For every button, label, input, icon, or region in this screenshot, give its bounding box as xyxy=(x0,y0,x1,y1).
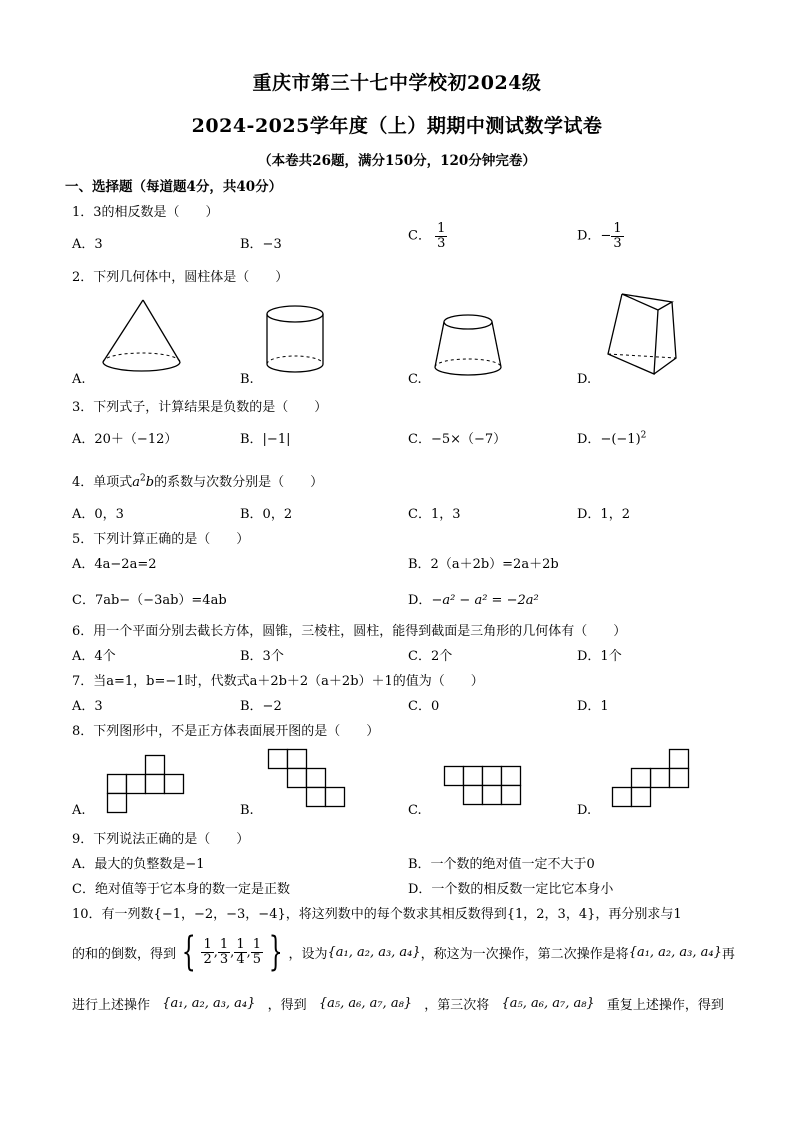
numerator: 1 xyxy=(219,936,229,952)
q3-option-c: C．−5×（−7） xyxy=(408,432,507,447)
q8-option-b: B. xyxy=(240,803,254,818)
set-expression: {a₅, a₆, a₇, a₈} xyxy=(501,996,595,1011)
fraction xyxy=(435,222,447,250)
question-8-stem: 8．下列图形中，不是正方体表面展开图的是（ ） xyxy=(72,724,380,739)
text: 重复上述操作，得到 xyxy=(606,998,724,1013)
set-expression: {a₁, a₂, a₃, a₄} xyxy=(628,944,722,960)
expression: −a² − a² = −2a² xyxy=(431,593,539,608)
exponent: 2 xyxy=(640,430,647,441)
text: 进行上述操作 xyxy=(72,998,151,1013)
fraction xyxy=(234,938,246,966)
fraction xyxy=(251,938,263,966)
q5-option-a: A．4a−2a=2 xyxy=(72,557,157,572)
q3-option-b: B．|−1| xyxy=(240,432,291,447)
q2-option-b: B. xyxy=(240,372,254,387)
numerator: 1 xyxy=(437,221,446,236)
right-brace: } xyxy=(268,929,283,975)
q6-option-a: A．4个 xyxy=(72,649,116,664)
q9-option-a: A．最大的负整数是−1 xyxy=(72,857,205,872)
q5-option-d xyxy=(408,589,539,608)
cube-net-d xyxy=(610,748,694,810)
text: ，第三次将 xyxy=(424,998,490,1013)
triangular-prism-figure xyxy=(598,288,686,380)
text: 的和的倒数，得到 xyxy=(72,946,177,962)
text: ，设为 xyxy=(288,946,328,962)
q1-option-d-label: D． xyxy=(577,228,601,244)
variable: a xyxy=(132,475,141,490)
text: ，得到 xyxy=(267,998,307,1013)
question-2-stem: 2．下列几何体中，圆柱体是（ ） xyxy=(72,270,289,285)
question-6-stem: 6．用一个平面分别去截长方体，圆锥，三棱柱，圆柱，能得到截面是三角形的几何体有（ ） xyxy=(72,624,627,639)
text: ，称这为一次操作，第二次操作是将 xyxy=(420,946,629,962)
q2-option-c: C. xyxy=(408,372,422,387)
q4-option-a: A．0，3 xyxy=(72,507,124,522)
q9-option-b: B．一个数的绝对值一定不大于0 xyxy=(408,857,595,872)
denominator: 3 xyxy=(437,235,446,251)
q6-option-d: D．1个 xyxy=(577,649,622,664)
q6-option-b: B．3个 xyxy=(240,649,284,664)
question-7-stem: 7．当a=1，b=−1时，代数式a＋2b＋2（a＋2b）＋1的值为（ ） xyxy=(72,674,484,689)
q1-option-c xyxy=(408,222,447,250)
q3-option-d-label: D． xyxy=(577,432,601,447)
minus-sign: − xyxy=(600,228,612,244)
expression: −(−1) xyxy=(600,432,641,447)
question-10-line-2 xyxy=(72,929,735,975)
set-expression: {a₅, a₆, a₇, a₈} xyxy=(318,996,413,1011)
q1-option-d xyxy=(577,222,624,250)
q6-option-c: C．2个 xyxy=(408,649,453,664)
question-9-stem: 9．下列说法正确的是（ ） xyxy=(72,832,250,847)
comma: , xyxy=(246,944,251,960)
q4-option-c: C．1，3 xyxy=(408,507,461,522)
q1-option-b: B．−3 xyxy=(240,237,282,252)
fraction-list xyxy=(201,938,263,966)
q8-option-a: A. xyxy=(72,803,86,818)
frustum-figure xyxy=(430,312,506,380)
exponent: 2 xyxy=(140,473,146,484)
set-expression: {a₁, a₂, a₃, a₄} xyxy=(327,944,421,960)
denominator: 4 xyxy=(236,951,245,967)
question-1-stem: 1．3的相反数是（ ） xyxy=(72,205,219,220)
q7-option-a: A．3 xyxy=(72,699,103,714)
question-5-stem: 5．下列计算正确的是（ ） xyxy=(72,532,250,547)
left-brace: { xyxy=(181,929,196,975)
q3-option-d xyxy=(577,428,646,447)
exam-subtitle: （本卷共26题，满分150分，120分钟完卷） xyxy=(258,153,536,169)
question-4-stem xyxy=(72,471,323,490)
q5-option-d-label: D． xyxy=(408,593,432,608)
comma: , xyxy=(230,944,235,960)
q5-option-c: C．7ab−（−3ab）=4ab xyxy=(72,593,227,608)
denominator: 2 xyxy=(203,951,212,967)
exam-school-title: 重庆市第三十七中学校初2024级 xyxy=(252,72,542,94)
stem-text: 4．单项式 xyxy=(72,475,133,490)
q4-option-d: D．1，2 xyxy=(577,507,630,522)
question-10-line-3 xyxy=(72,994,724,1013)
numerator: 1 xyxy=(613,221,622,236)
q8-option-d: D. xyxy=(577,803,592,818)
cone-figure xyxy=(98,296,188,378)
q7-option-d: D．1 xyxy=(577,699,609,714)
q1-option-a: A．3 xyxy=(72,237,103,252)
question-10-line-1: 10．有一列数{−1，−2，−3，−4}，将这列数中的每个数求其相反数得到{1，2，3，4}，再分别求与1 xyxy=(72,907,682,922)
section-heading: 一、选择题（每道题4分，共40分） xyxy=(65,179,283,195)
numerator: 1 xyxy=(203,936,212,952)
stem-text: 的系数与次数分别是（ ） xyxy=(154,475,324,490)
q7-option-b: B．−2 xyxy=(240,699,282,714)
set-expression: {a₁, a₂, a₃, a₄} xyxy=(162,996,256,1011)
question-3-stem: 3．下列式子，计算结果是负数的是（ ） xyxy=(72,400,328,415)
cylinder-figure xyxy=(262,302,328,380)
q3-option-a: A．20＋（−12） xyxy=(72,432,178,447)
variable: b xyxy=(145,475,155,490)
fraction xyxy=(611,222,623,250)
denominator: 5 xyxy=(252,951,262,967)
denominator: 3 xyxy=(613,235,622,251)
q4-option-b: B．0，2 xyxy=(240,507,293,522)
q2-option-d: D. xyxy=(577,372,592,387)
q8-option-c: C. xyxy=(408,803,422,818)
q9-option-d: D．一个数的相反数一定比它本身小 xyxy=(408,882,614,897)
numerator: 1 xyxy=(252,936,262,952)
fraction xyxy=(201,938,213,966)
cube-net-c xyxy=(442,765,526,807)
q2-option-a: A. xyxy=(72,372,86,387)
exam-title: 2024-2025学年度（上）期期中测试数学试卷 xyxy=(191,115,603,137)
fraction xyxy=(218,938,230,966)
cube-net-b xyxy=(266,748,350,808)
cube-net-a xyxy=(105,754,189,814)
q1-option-c-label: C． xyxy=(408,228,431,244)
denominator: 3 xyxy=(219,951,229,967)
q7-option-c: C．0 xyxy=(408,699,440,714)
numerator: 1 xyxy=(236,936,245,952)
text: 再 xyxy=(721,946,735,962)
q5-option-b: B．2（a＋2b）=2a＋2b xyxy=(408,557,559,572)
comma: , xyxy=(213,944,218,960)
q9-option-c: C．绝对值等于它本身的数一定是正数 xyxy=(72,882,290,897)
